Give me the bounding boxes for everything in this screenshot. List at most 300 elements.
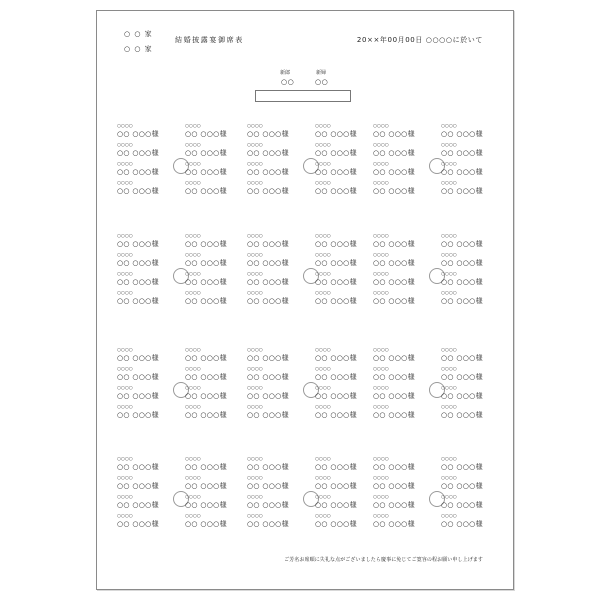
guest-title: ○○○○ (185, 405, 201, 410)
guest-title: ○○○○ (373, 272, 389, 277)
guest-title: ○○○○ (315, 234, 331, 239)
guest-title: ○○○○ (117, 476, 133, 481)
guest-name: ○○ ○○○様 (441, 130, 483, 138)
guest-table (373, 457, 501, 547)
guest-title: ○○○○ (373, 495, 389, 500)
guest-entry (373, 162, 433, 176)
guest-title: ○○○○ (315, 253, 331, 258)
guest-title: ○○○○ (441, 457, 457, 462)
guest-entry (315, 253, 375, 267)
guest-name: ○○ ○○○様 (185, 354, 227, 362)
groom-label: 新郎 (280, 70, 291, 76)
guest-entry (185, 143, 245, 157)
guest-name: ○○ ○○○様 (373, 482, 415, 490)
guest-name: ○○ ○○○様 (185, 187, 227, 195)
guest-entry (373, 405, 433, 419)
guest-title: ○○○○ (247, 514, 263, 519)
guest-name: ○○ ○○○様 (185, 501, 227, 509)
guest-name: ○○ ○○○様 (373, 411, 415, 419)
guest-title: ○○○○ (373, 476, 389, 481)
guest-entry (315, 405, 375, 419)
guest-entry (185, 253, 245, 267)
guest-name: ○○ ○○○様 (247, 501, 289, 509)
guest-title: ○○○○ (117, 457, 133, 462)
head-table-box (255, 90, 351, 102)
guest-name: ○○ ○○○様 (117, 149, 159, 157)
guest-title: ○○○○ (315, 124, 331, 129)
guest-name: ○○ ○○○様 (117, 482, 159, 490)
guest-entry (185, 162, 245, 176)
guest-name: ○○ ○○○様 (315, 392, 357, 400)
guest-entry (247, 143, 307, 157)
guest-title: ○○○○ (441, 162, 457, 167)
guest-name: ○○ ○○○様 (247, 354, 289, 362)
guest-title: ○○○○ (315, 367, 331, 372)
guest-entry (315, 234, 375, 248)
guest-entry (185, 124, 245, 138)
family-name-1: ○ ○ 家 (124, 30, 153, 38)
guest-title: ○○○○ (373, 124, 389, 129)
guest-name: ○○ ○○○様 (441, 297, 483, 305)
guest-entry (185, 457, 245, 471)
guest-name: ○○ ○○○様 (441, 463, 483, 471)
guest-table (117, 348, 245, 438)
guest-name: ○○ ○○○様 (315, 187, 357, 195)
guest-name: ○○ ○○○様 (315, 354, 357, 362)
guest-entry (117, 253, 177, 267)
guest-title: ○○○○ (441, 348, 457, 353)
guest-entry (185, 386, 245, 400)
guest-entry (247, 162, 307, 176)
guest-title: ○○○○ (185, 162, 201, 167)
guest-entry (247, 124, 307, 138)
guest-entry (117, 234, 177, 248)
seating-chart-sheet (96, 10, 514, 590)
guest-title: ○○○○ (373, 162, 389, 167)
guest-title: ○○○○ (247, 234, 263, 239)
guest-entry (247, 272, 307, 286)
guest-entry (185, 272, 245, 286)
guest-title: ○○○○ (247, 386, 263, 391)
guest-name: ○○ ○○○様 (117, 354, 159, 362)
guest-entry (117, 181, 177, 195)
guest-entry (247, 386, 307, 400)
guest-name: ○○ ○○○様 (117, 373, 159, 381)
guest-name: ○○ ○○○様 (315, 373, 357, 381)
guest-name: ○○ ○○○様 (247, 149, 289, 157)
guest-name: ○○ ○○○様 (441, 520, 483, 528)
guest-title: ○○○○ (441, 495, 457, 500)
guest-entry (441, 348, 501, 362)
guest-title: ○○○○ (117, 367, 133, 372)
guest-name: ○○ ○○○様 (441, 411, 483, 419)
guest-name: ○○ ○○○様 (247, 168, 289, 176)
guest-entry (315, 457, 375, 471)
guest-name: ○○ ○○○様 (247, 187, 289, 195)
guest-entry (185, 291, 245, 305)
guest-entry (185, 514, 245, 528)
guest-entry (315, 162, 375, 176)
guest-name: ○○ ○○○様 (185, 392, 227, 400)
guest-title: ○○○○ (373, 181, 389, 186)
guest-title: ○○○○ (441, 253, 457, 258)
guest-name: ○○ ○○○様 (373, 240, 415, 248)
guest-title: ○○○○ (441, 143, 457, 148)
guest-title: ○○○○ (185, 181, 201, 186)
guest-title: ○○○○ (247, 495, 263, 500)
guest-title: ○○○○ (117, 348, 133, 353)
footer-note: ご芳名お席順に失礼な点がございましたら慶事に免じてご寛容の程お願い申し上げます (284, 557, 483, 563)
guest-name: ○○ ○○○様 (441, 187, 483, 195)
guest-entry (315, 386, 375, 400)
guest-entry (315, 367, 375, 381)
guest-title: ○○○○ (117, 124, 133, 129)
guest-entry (441, 272, 501, 286)
guest-entry (441, 181, 501, 195)
family-name-2: ○ ○ 家 (124, 45, 153, 53)
guest-title: ○○○○ (185, 457, 201, 462)
guest-entry (117, 367, 177, 381)
guest-name: ○○ ○○○様 (441, 501, 483, 509)
guest-title: ○○○○ (117, 386, 133, 391)
guest-entry (441, 143, 501, 157)
guest-name: ○○ ○○○様 (315, 259, 357, 267)
guest-entry (117, 457, 177, 471)
guest-entry (441, 386, 501, 400)
guest-entry (247, 476, 307, 490)
guest-title: ○○○○ (247, 405, 263, 410)
guest-title: ○○○○ (373, 405, 389, 410)
guest-table (117, 234, 245, 324)
guest-name: ○○ ○○○様 (315, 520, 357, 528)
guest-name: ○○ ○○○様 (185, 168, 227, 176)
guest-title: ○○○○ (117, 514, 133, 519)
guest-entry (373, 124, 433, 138)
guest-entry (441, 405, 501, 419)
guest-name: ○○ ○○○様 (315, 130, 357, 138)
guest-title: ○○○○ (315, 272, 331, 277)
guest-table (373, 348, 501, 438)
guest-entry (247, 457, 307, 471)
guest-title: ○○○○ (441, 386, 457, 391)
guest-name: ○○ ○○○様 (185, 149, 227, 157)
guest-table (373, 234, 501, 324)
guest-name: ○○ ○○○様 (185, 482, 227, 490)
guest-title: ○○○○ (117, 234, 133, 239)
guest-title: ○○○○ (247, 367, 263, 372)
guest-title: ○○○○ (315, 405, 331, 410)
guest-title: ○○○○ (247, 291, 263, 296)
guest-name: ○○ ○○○様 (185, 411, 227, 419)
guest-title: ○○○○ (117, 291, 133, 296)
guest-name: ○○ ○○○様 (247, 373, 289, 381)
guest-name: ○○ ○○○様 (117, 130, 159, 138)
guest-title: ○○○○ (373, 386, 389, 391)
guest-entry (373, 234, 433, 248)
guest-table (247, 124, 375, 214)
guest-title: ○○○○ (117, 405, 133, 410)
guest-title: ○○○○ (247, 162, 263, 167)
guest-title: ○○○○ (373, 234, 389, 239)
guest-name: ○○ ○○○様 (441, 149, 483, 157)
guest-entry (441, 457, 501, 471)
guest-title: ○○○○ (247, 457, 263, 462)
guest-title: ○○○○ (373, 253, 389, 258)
guest-name: ○○ ○○○様 (315, 297, 357, 305)
guest-name: ○○ ○○○様 (315, 278, 357, 286)
guest-entry (185, 367, 245, 381)
guest-entry (117, 124, 177, 138)
guest-title: ○○○○ (373, 291, 389, 296)
guest-name: ○○ ○○○様 (315, 411, 357, 419)
guest-title: ○○○○ (441, 234, 457, 239)
guest-entry (117, 143, 177, 157)
guest-name: ○○ ○○○様 (315, 463, 357, 471)
guest-entry (185, 476, 245, 490)
guest-name: ○○ ○○○様 (247, 463, 289, 471)
guest-table (373, 124, 501, 214)
guest-entry (373, 253, 433, 267)
guest-entry (315, 143, 375, 157)
guest-entry (441, 124, 501, 138)
guest-name: ○○ ○○○様 (117, 411, 159, 419)
guest-name: ○○ ○○○様 (315, 240, 357, 248)
guest-title: ○○○○ (441, 124, 457, 129)
guest-entry (373, 143, 433, 157)
guest-table (247, 234, 375, 324)
guest-entry (373, 367, 433, 381)
guest-entry (185, 405, 245, 419)
guest-name: ○○ ○○○様 (373, 168, 415, 176)
guest-title: ○○○○ (441, 367, 457, 372)
bride-name: ○○ (315, 78, 329, 86)
guest-entry (373, 181, 433, 195)
guest-name: ○○ ○○○様 (373, 463, 415, 471)
guest-entry (185, 234, 245, 248)
guest-name: ○○ ○○○様 (247, 259, 289, 267)
guest-title: ○○○○ (247, 181, 263, 186)
guest-name: ○○ ○○○様 (373, 501, 415, 509)
guest-name: ○○ ○○○様 (441, 259, 483, 267)
guest-title: ○○○○ (247, 272, 263, 277)
guest-entry (315, 124, 375, 138)
guest-title: ○○○○ (185, 124, 201, 129)
guest-name: ○○ ○○○様 (373, 259, 415, 267)
guest-name: ○○ ○○○様 (441, 373, 483, 381)
guest-title: ○○○○ (247, 253, 263, 258)
guest-name: ○○ ○○○様 (373, 187, 415, 195)
guest-entry (315, 348, 375, 362)
guest-name: ○○ ○○○様 (185, 520, 227, 528)
guest-name: ○○ ○○○様 (185, 278, 227, 286)
guest-name: ○○ ○○○様 (247, 411, 289, 419)
guest-entry (117, 495, 177, 509)
guest-title: ○○○○ (315, 143, 331, 148)
guest-name: ○○ ○○○様 (441, 482, 483, 490)
guest-title: ○○○○ (117, 272, 133, 277)
bride-label: 新婦 (316, 70, 327, 76)
guest-name: ○○ ○○○様 (117, 168, 159, 176)
guest-title: ○○○○ (315, 386, 331, 391)
guest-entry (373, 291, 433, 305)
guest-title: ○○○○ (315, 348, 331, 353)
chart-title: 結婚披露宴御席表 (175, 36, 244, 44)
guest-title: ○○○○ (185, 514, 201, 519)
groom-name: ○○ (281, 78, 295, 86)
guest-title: ○○○○ (441, 514, 457, 519)
guest-entry (247, 234, 307, 248)
guest-name: ○○ ○○○様 (247, 482, 289, 490)
guest-title: ○○○○ (185, 495, 201, 500)
guest-title: ○○○○ (117, 162, 133, 167)
guest-title: ○○○○ (315, 162, 331, 167)
guest-entry (247, 405, 307, 419)
guest-title: ○○○○ (441, 476, 457, 481)
guest-name: ○○ ○○○様 (185, 240, 227, 248)
guest-entry (373, 348, 433, 362)
guest-name: ○○ ○○○様 (373, 373, 415, 381)
guest-title: ○○○○ (185, 476, 201, 481)
guest-title: ○○○○ (373, 514, 389, 519)
guest-name: ○○ ○○○様 (247, 392, 289, 400)
guest-name: ○○ ○○○様 (441, 240, 483, 248)
guest-title: ○○○○ (315, 476, 331, 481)
guest-name: ○○ ○○○様 (117, 392, 159, 400)
guest-name: ○○ ○○○様 (247, 240, 289, 248)
guest-name: ○○ ○○○様 (315, 168, 357, 176)
guest-name: ○○ ○○○様 (315, 149, 357, 157)
guest-entry (441, 367, 501, 381)
guest-entry (315, 476, 375, 490)
guest-title: ○○○○ (185, 234, 201, 239)
guest-entry (117, 291, 177, 305)
guest-name: ○○ ○○○様 (117, 463, 159, 471)
guest-name: ○○ ○○○様 (373, 520, 415, 528)
guest-name: ○○ ○○○様 (185, 463, 227, 471)
guest-table (117, 124, 245, 214)
guest-entry (117, 386, 177, 400)
guest-table (247, 348, 375, 438)
guest-name: ○○ ○○○様 (117, 520, 159, 528)
guest-title: ○○○○ (247, 143, 263, 148)
guest-name: ○○ ○○○様 (373, 130, 415, 138)
guest-name: ○○ ○○○様 (247, 297, 289, 305)
guest-entry (441, 162, 501, 176)
guest-title: ○○○○ (441, 181, 457, 186)
guest-entry (247, 253, 307, 267)
guest-name: ○○ ○○○様 (185, 297, 227, 305)
guest-name: ○○ ○○○様 (373, 278, 415, 286)
guest-title: ○○○○ (247, 476, 263, 481)
guest-entry (247, 181, 307, 195)
guest-entry (315, 514, 375, 528)
guest-name: ○○ ○○○様 (441, 278, 483, 286)
guest-entry (373, 386, 433, 400)
guest-name: ○○ ○○○様 (185, 130, 227, 138)
guest-entry (117, 405, 177, 419)
guest-title: ○○○○ (185, 291, 201, 296)
guest-title: ○○○○ (373, 457, 389, 462)
guest-name: ○○ ○○○様 (315, 501, 357, 509)
guest-table (117, 457, 245, 547)
guest-title: ○○○○ (315, 291, 331, 296)
guest-name: ○○ ○○○様 (315, 482, 357, 490)
guest-entry (315, 272, 375, 286)
guest-name: ○○ ○○○様 (117, 187, 159, 195)
guest-entry (441, 476, 501, 490)
guest-name: ○○ ○○○様 (117, 278, 159, 286)
guest-title: ○○○○ (315, 181, 331, 186)
guest-title: ○○○○ (117, 181, 133, 186)
guest-name: ○○ ○○○様 (247, 520, 289, 528)
guest-entry (247, 514, 307, 528)
guest-entry (373, 272, 433, 286)
guest-name: ○○ ○○○様 (185, 373, 227, 381)
guest-name: ○○ ○○○様 (117, 259, 159, 267)
guest-name: ○○ ○○○様 (117, 297, 159, 305)
guest-entry (441, 514, 501, 528)
guest-entry (247, 348, 307, 362)
guest-name: ○○ ○○○様 (441, 392, 483, 400)
guest-title: ○○○○ (247, 124, 263, 129)
guest-name: ○○ ○○○様 (247, 130, 289, 138)
guest-title: ○○○○ (315, 457, 331, 462)
guest-table (247, 457, 375, 547)
guest-title: ○○○○ (247, 348, 263, 353)
guest-title: ○○○○ (117, 143, 133, 148)
guest-title: ○○○○ (315, 495, 331, 500)
guest-entry (185, 495, 245, 509)
guest-entry (373, 495, 433, 509)
guest-entry (185, 348, 245, 362)
guest-title: ○○○○ (185, 367, 201, 372)
guest-title: ○○○○ (373, 348, 389, 353)
guest-entry (315, 291, 375, 305)
guest-entry (373, 457, 433, 471)
guest-name: ○○ ○○○様 (185, 259, 227, 267)
guest-title: ○○○○ (117, 253, 133, 258)
guest-entry (441, 495, 501, 509)
guest-entry (315, 495, 375, 509)
guest-title: ○○○○ (315, 514, 331, 519)
guest-entry (117, 348, 177, 362)
guest-name: ○○ ○○○様 (373, 149, 415, 157)
guest-title: ○○○○ (441, 405, 457, 410)
guest-name: ○○ ○○○様 (441, 168, 483, 176)
guest-name: ○○ ○○○様 (373, 354, 415, 362)
guest-entry (441, 253, 501, 267)
guest-title: ○○○○ (185, 253, 201, 258)
guest-name: ○○ ○○○様 (373, 297, 415, 305)
guest-entry (441, 291, 501, 305)
guest-entry (373, 514, 433, 528)
guest-entry (117, 162, 177, 176)
guest-name: ○○ ○○○様 (373, 392, 415, 400)
guest-entry (441, 234, 501, 248)
guest-title: ○○○○ (117, 495, 133, 500)
guest-name: ○○ ○○○様 (441, 354, 483, 362)
guest-name: ○○ ○○○様 (117, 240, 159, 248)
guest-title: ○○○○ (185, 143, 201, 148)
guest-title: ○○○○ (441, 291, 457, 296)
event-info: 20××年00月00日 ○○○○に於いて (356, 36, 483, 44)
guest-title: ○○○○ (373, 143, 389, 148)
guest-entry (315, 181, 375, 195)
guest-title: ○○○○ (185, 386, 201, 391)
guest-title: ○○○○ (441, 272, 457, 277)
guest-entry (247, 367, 307, 381)
guest-entry (247, 495, 307, 509)
